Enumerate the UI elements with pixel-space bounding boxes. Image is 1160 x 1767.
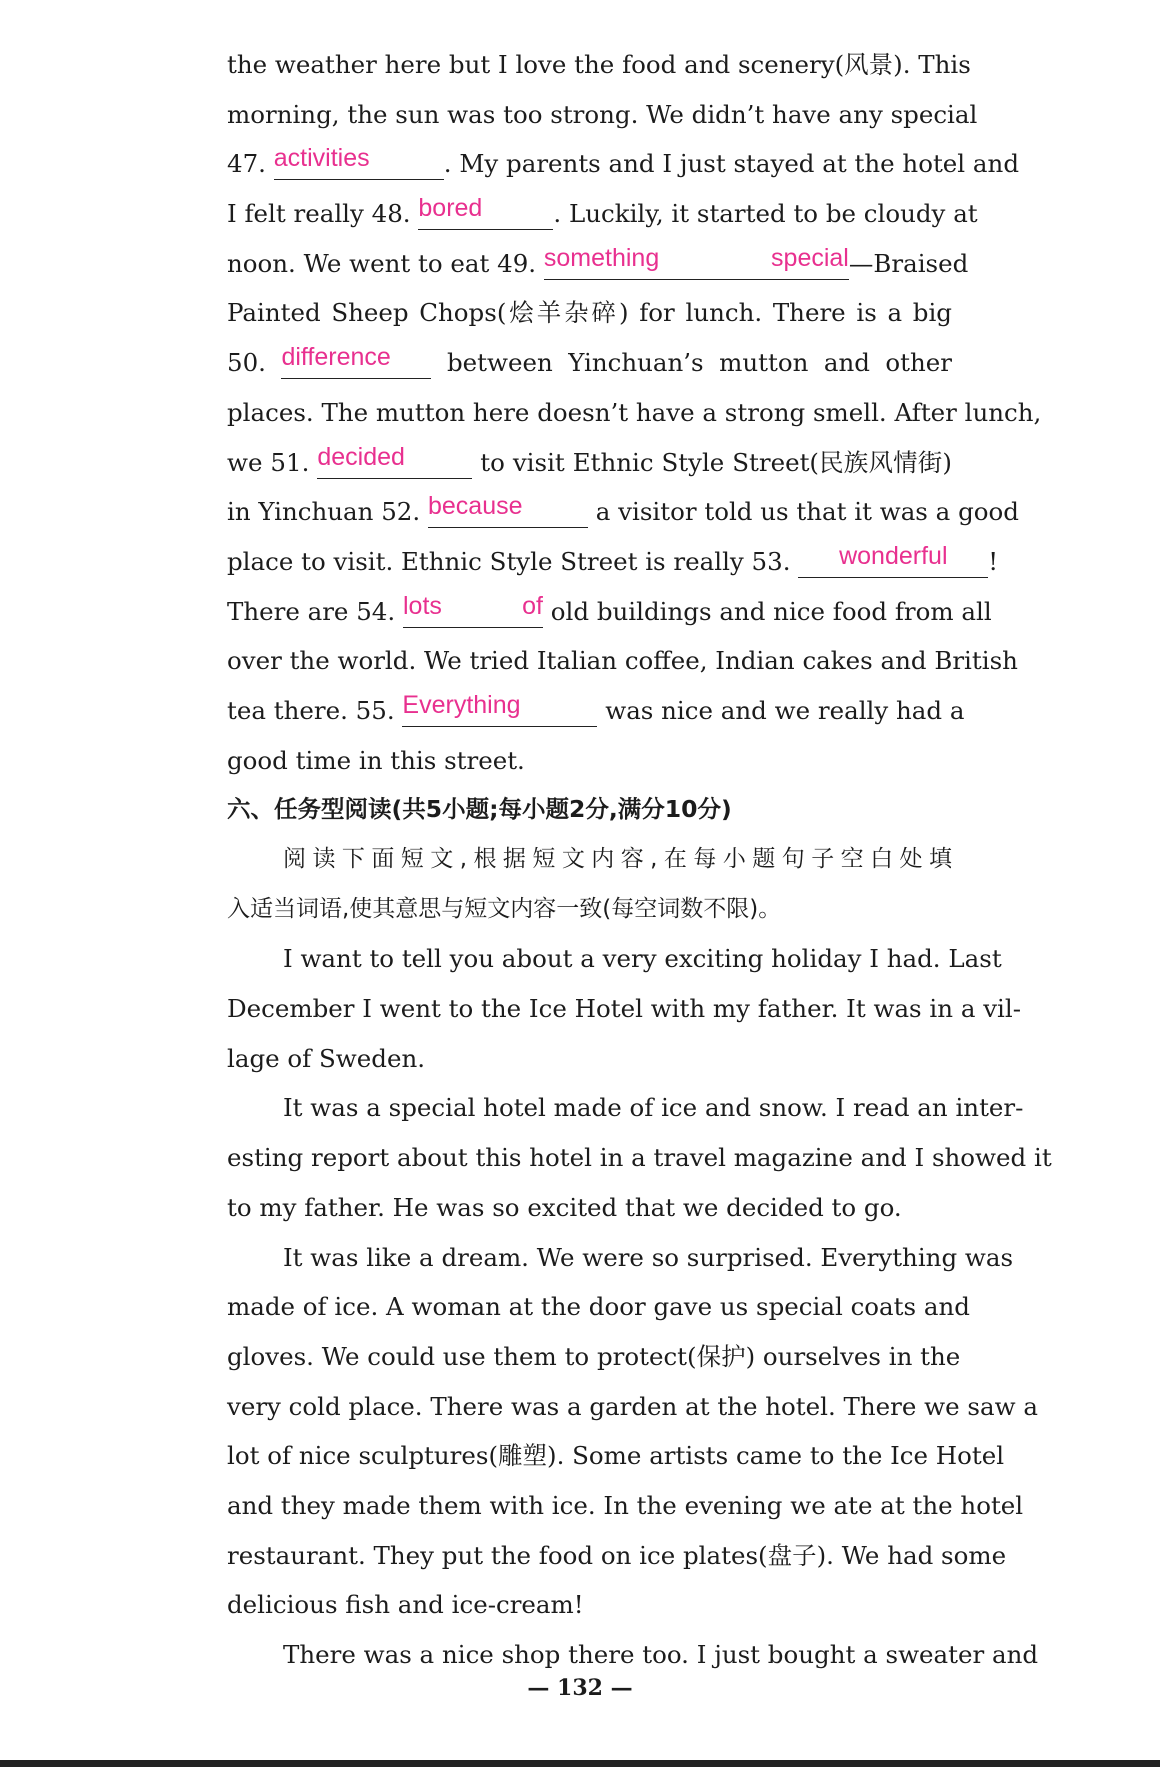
passage-line: December I went to the Ice Hotel with my father. It was in a vil- — [227, 994, 1022, 1024]
question-number: 47. — [227, 149, 266, 179]
passage-line: to my father. He was so excited that we decided to go. — [227, 1192, 902, 1222]
text-column — [227, 40, 1052, 1680]
answer-blank-49 — [543, 243, 849, 280]
answer-blank-50 — [281, 343, 431, 379]
cloze-line-47 — [227, 139, 1020, 189]
passage-line: gloves. We could use them to protect(保护) ourselves in the — [227, 1341, 961, 1371]
answer-text: something special — [543, 243, 849, 272]
cloze-line-52 — [227, 487, 1019, 537]
answer-blank-54 — [402, 591, 543, 628]
line-text: tea there. 55. — [227, 695, 395, 725]
answer-blank-55 — [402, 690, 597, 727]
cloze-line-54 — [227, 587, 992, 637]
answer-text: activities — [273, 144, 370, 173]
line-text: old buildings and nice food from all — [550, 596, 992, 626]
passage-line: There was a nice shop there too. I just bought a sweater and — [283, 1640, 1039, 1669]
page-number: — 132 — — [527, 1675, 633, 1701]
line-text: was nice and we really had a — [605, 695, 965, 725]
passage-line: very cold place. There was a garden at the hotel. There we saw a — [227, 1391, 1038, 1421]
question-number: 50. — [227, 348, 266, 378]
passage-line: and they made them with ice. In the evening we ate at the hotel — [227, 1490, 1024, 1520]
cloze-line-48 — [227, 189, 978, 239]
cloze-line: morning, the sun was too strong. We didn’t have any special — [227, 99, 978, 129]
cloze-line: over the world. We tried Italian coffee, Indian cakes and British — [227, 646, 1018, 676]
instruction-line: 阅读下面短文,根据短文内容,在每小题句子空白处填 — [283, 846, 952, 872]
cloze-line-55 — [227, 686, 965, 736]
line-text: we 51. — [227, 447, 310, 477]
passage-line: made of ice. A woman at the door gave us special coats and — [227, 1292, 970, 1322]
answer-blank-48 — [418, 194, 553, 230]
cloze-line-50 — [227, 338, 952, 388]
passage-line: delicious fish and ice-cream! — [227, 1590, 584, 1620]
cloze-line: Painted Sheep Chops(烩羊杂碎) for lunch. There is a big — [227, 298, 952, 328]
passage-line: lot of nice sculptures(雕塑). Some artists came to the Ice Hotel — [227, 1441, 1005, 1471]
passage-line: I want to tell you about a very exciting holiday I had. Last — [283, 944, 1002, 974]
answer-blank-51 — [317, 442, 472, 479]
passage-line: lage of Sweden. — [227, 1043, 426, 1073]
answer-blank-47 — [273, 144, 444, 180]
cloze-line-51 — [227, 438, 952, 488]
section-heading: 六、任务型阅读(共5小题;每小题2分,满分10分) — [227, 795, 732, 824]
line-text: ! — [988, 546, 999, 576]
answer-text: lots of — [402, 591, 543, 620]
line-text: to visit Ethnic Style Street(民族风情街) — [480, 447, 952, 477]
cloze-line: places. The mutton here doesn’t have a strong smell. After lunch, — [227, 397, 1042, 427]
line-text: a visitor told us that it was a good — [595, 497, 1019, 527]
line-text: I felt really 48. — [227, 199, 411, 229]
passage-line: restaurant. They put the food on ice plates(盘子). We had some — [227, 1540, 1007, 1570]
passage-line: It was like a dream. We were so surprised. Everything was — [283, 1242, 1014, 1272]
bottom-edge-bar — [0, 1760, 1160, 1767]
answer-blank-53 — [798, 541, 988, 578]
passage-line: esting report about this hotel in a travel magazine and I showed it — [227, 1143, 1052, 1173]
answer-text: bored — [418, 194, 483, 223]
answer-text: wonderful — [839, 541, 948, 570]
cloze-line-49 — [227, 239, 969, 289]
cloze-line: the weather here but I love the food and scenery(风景). This — [227, 50, 971, 79]
answer-text: difference — [281, 343, 391, 372]
line-text: noon. We went to eat 49. — [227, 248, 537, 278]
cloze-line-53 — [227, 537, 999, 587]
answer-text: decided — [317, 442, 405, 471]
cloze-line: good time in this street. — [227, 745, 525, 775]
line-text: There are 54. — [227, 596, 396, 626]
answer-text: Everything — [402, 690, 521, 719]
line-text: between Yinchuan’s mutton and other — [446, 348, 952, 378]
line-text: . My parents and I just stayed at the hotel and — [443, 149, 1020, 179]
answer-blank-52 — [427, 492, 588, 528]
instruction-line: 入适当词语,使其意思与短文内容一致(每空词数不限)。 — [227, 895, 782, 922]
line-text: in Yinchuan 52. — [227, 497, 421, 527]
passage-line: It was a special hotel made of ice and snow. I read an inter- — [283, 1093, 1024, 1123]
line-text: —Braised — [848, 248, 969, 278]
line-text: . Luckily, it started to be cloudy at — [553, 199, 978, 229]
line-text: place to visit. Ethnic Style Street is really 53. — [227, 546, 791, 576]
answer-text: because — [427, 492, 523, 521]
